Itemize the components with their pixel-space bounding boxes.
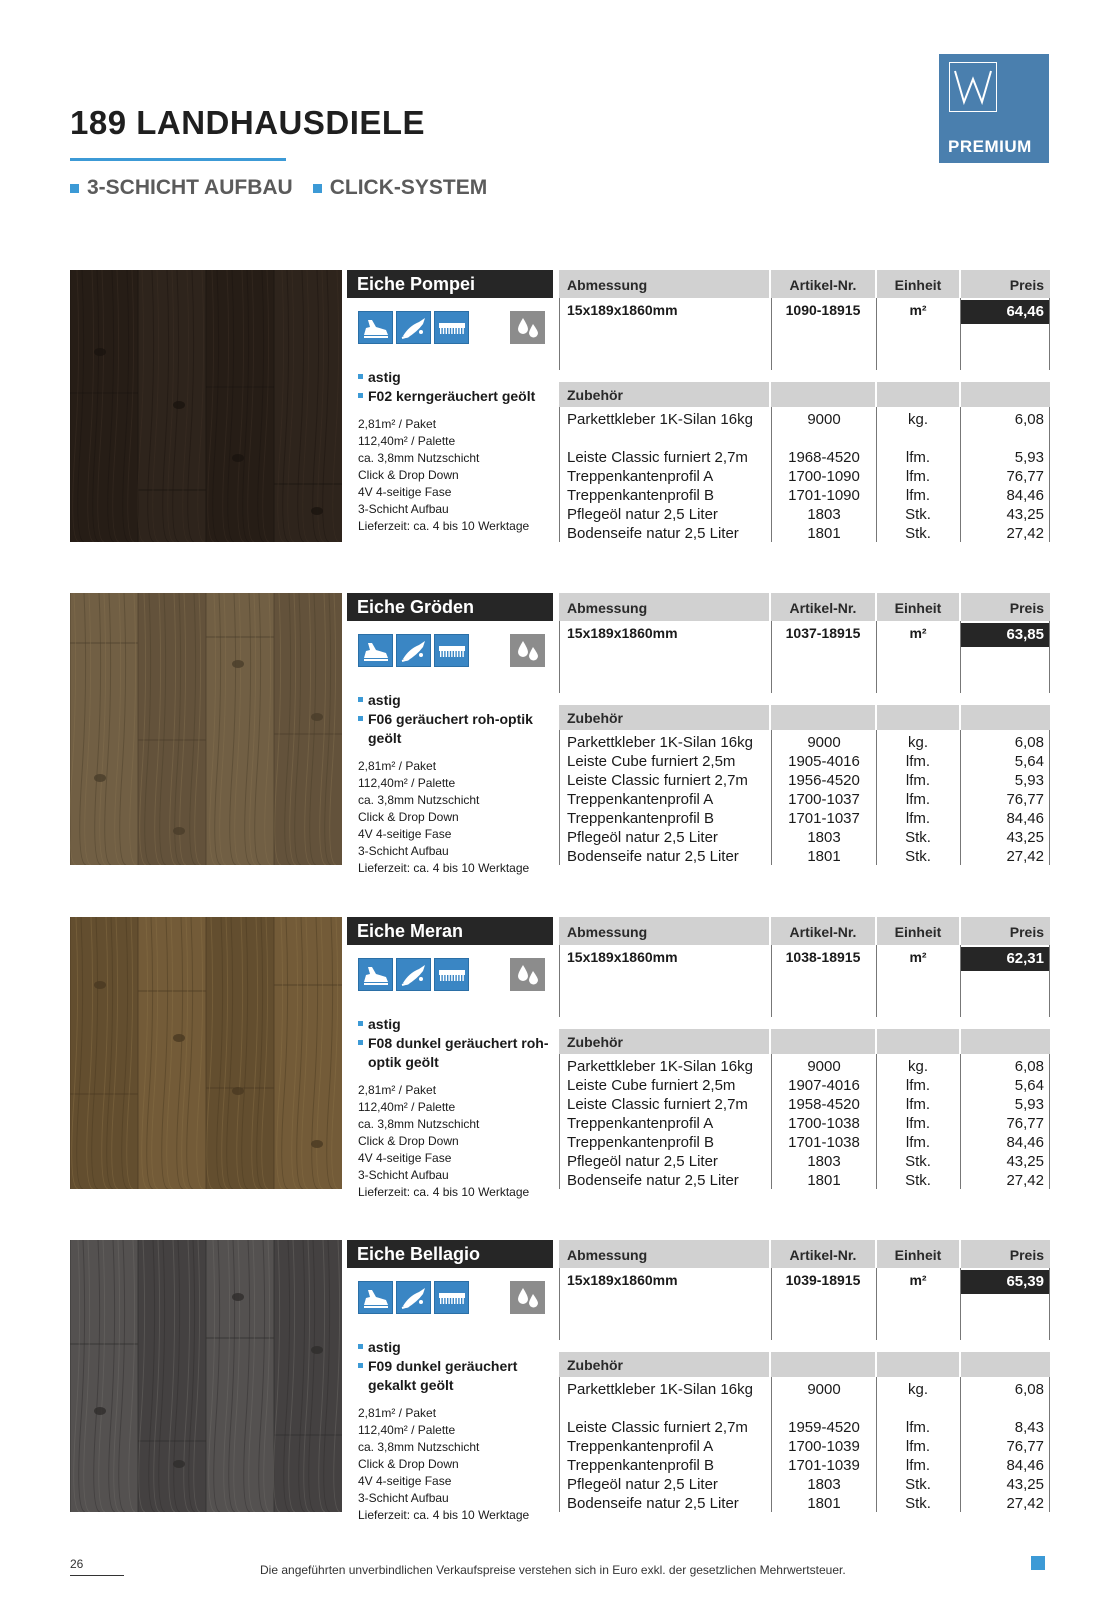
accessory-price: 76,77 [1006,1115,1044,1132]
accessory-name: Bodenseife natur 2,5 Liter [567,1495,739,1512]
accessory-price: 5,64 [1014,1077,1044,1094]
price-footnote: Die angeführten unverbindlichen Verkaufspreise verstehen sich in Euro exkl. der gesetzlichen Mehrwertsteuer. [260,1563,846,1577]
table-divider [771,1268,772,1340]
comb-icon [434,958,469,991]
table-divider [960,1268,961,1340]
accessory-price: 8,43 [1014,1419,1044,1436]
comb-icon [434,1281,469,1314]
wood-sample-image [70,1240,342,1512]
accessories-header-bar [877,705,959,730]
accessory-row [559,810,1050,829]
price-table [559,1240,1050,1512]
accessory-price: 43,25 [1006,506,1044,523]
accessory-unit: Stk. [905,1476,931,1493]
accessory-unit: lfm. [905,1096,931,1113]
product-feature: F09 dunkel geräuchert gekalkt geölt [358,1357,553,1395]
accessory-article: 1907-4016 [788,1077,860,1094]
accessory-row [559,525,1050,544]
wood-sample-image [70,270,342,542]
title-underline [70,158,286,161]
accessory-unit: lfm. [905,791,931,808]
comb-icon [434,311,469,344]
product-spec: Click & Drop Down [358,468,459,482]
plane-icon [358,958,393,991]
page-title: 189 LANDHAUSDIELE [70,104,426,141]
accessory-row [559,1096,1050,1115]
article-number: 1037-18915 [785,625,861,641]
unit-value: m² [909,949,927,965]
accessory-article: 1701-1039 [788,1457,860,1474]
accessories-header: Zubehör [559,705,769,730]
accessory-name: Parkettkleber 1K-Silan 16kg [567,734,753,751]
accessory-unit: lfm. [905,468,931,485]
product-block [70,593,1050,875]
table-divider [1049,945,1050,1017]
dimension-value: 15x189x1860mm [567,949,678,965]
accessory-price: 76,77 [1006,1438,1044,1455]
accessory-price: 6,08 [1014,1058,1044,1075]
product-feature: F06 geräuchert roh-optik geölt [358,710,553,748]
accessory-price: 27,42 [1006,525,1044,542]
price-table [559,917,1050,1189]
accessory-article: 1701-1037 [788,810,860,827]
header-article: Artikel-Nr. [771,270,875,298]
accessory-unit: kg. [907,1058,928,1075]
accessories-header: Zubehör [559,1352,769,1377]
article-number: 1038-18915 [785,949,861,965]
brush-icon [396,634,431,667]
water-drops-icon [510,311,545,344]
product-feature: astig [358,1338,553,1357]
accessories-header-bar [961,705,1050,730]
accessory-row [559,1438,1050,1457]
accessory-price: 76,77 [1006,468,1044,485]
accessory-name: Leiste Cube furniert 2,5m [567,1077,736,1094]
header-price: Preis [961,593,1050,621]
table-divider [771,298,772,370]
accessory-price: 27,42 [1006,848,1044,865]
product-spec: 3-Schicht Aufbau [358,1168,449,1182]
accessory-article: 1701-1038 [788,1134,860,1151]
accessory-unit: kg. [907,734,928,751]
accessory-name: Treppenkantenprofil A [567,1438,714,1455]
accessory-article: 1700-1090 [788,468,860,485]
feature-icons [347,621,553,691]
accessory-name: Leiste Classic furniert 2,7m [567,1096,748,1113]
accessory-row [559,1172,1050,1191]
plane-icon [358,634,393,667]
accessory-name: Treppenkantenprofil A [567,791,714,808]
accessory-article: 1803 [807,506,841,523]
header-dimension: Abmessung [559,1240,769,1268]
accessory-article: 1700-1037 [788,791,860,808]
accessory-row [559,753,1050,772]
table-divider [1049,621,1050,693]
brush-icon [396,1281,431,1314]
accessory-unit: lfm. [905,1457,931,1474]
product-name: Eiche Bellagio [347,1240,553,1268]
table-divider [876,621,877,693]
accessory-unit: lfm. [905,487,931,504]
accessory-price: 43,25 [1006,1153,1044,1170]
accessory-row [559,791,1050,810]
product-feature: astig [358,1015,553,1034]
product-feature: F08 dunkel geräuchert roh-optik geölt [358,1034,553,1072]
accessory-price: 84,46 [1006,1134,1044,1151]
table-divider [960,298,961,370]
accessory-row [559,1400,1050,1419]
price-table [559,270,1050,542]
accessory-row [559,506,1050,525]
product-spec: Lieferzeit: ca. 4 bis 10 Werktage [358,1185,530,1199]
accessories-header-bar [961,1029,1050,1054]
header-unit: Einheit [877,917,959,945]
accessory-row [559,430,1050,449]
accessory-name: Pflegeöl natur 2,5 Liter [567,829,718,846]
price-value: 64,46 [961,300,1050,324]
accessory-article: 1803 [807,1153,841,1170]
accessory-unit: Stk. [905,1153,931,1170]
header-dimension: Abmessung [559,270,769,298]
premium-label: PREMIUM [948,137,1032,156]
accessory-price: 5,93 [1014,772,1044,789]
dimension-value: 15x189x1860mm [567,1272,678,1288]
product-spec: 112,40m² / Palette [358,1100,456,1114]
accessory-unit: lfm. [905,810,931,827]
header-dimension: Abmessung [559,917,769,945]
accessory-name: Treppenkantenprofil B [567,487,715,504]
product-spec: ca. 3,8mm Nutzschicht [358,451,480,465]
accessory-price: 43,25 [1006,829,1044,846]
accessory-row [559,1476,1050,1495]
accessory-name: Parkettkleber 1K-Silan 16kg [567,1381,753,1398]
accessory-unit: Stk. [905,1495,931,1512]
product-spec: Lieferzeit: ca. 4 bis 10 Werktage [358,861,530,875]
accessory-article: 1956-4520 [788,772,860,789]
feature-icons [347,945,553,1015]
product-spec: Click & Drop Down [358,1134,459,1148]
product-spec: Click & Drop Down [358,1457,459,1471]
accessory-article: 9000 [807,411,841,428]
accessory-article: 1905-4016 [788,753,860,770]
wood-sample-image [70,917,342,1189]
product-name: Eiche Pompei [347,270,553,298]
wood-sample-image [70,593,342,865]
accessories-header-bar [877,382,959,407]
water-drops-icon [510,1281,545,1314]
product-feature: astig [358,368,553,387]
accessories-header-bar [877,1352,959,1377]
accessory-unit: Stk. [905,506,931,523]
product-spec: 112,40m² / Palette [358,434,456,448]
water-drops-icon [510,958,545,991]
table-divider [1049,1268,1050,1340]
accessory-article: 9000 [807,1381,841,1398]
header-unit: Einheit [877,593,959,621]
accessories-header-bar [771,1352,875,1377]
accessory-article: 9000 [807,1058,841,1075]
premium-logo [939,54,1049,163]
accessory-article: 9000 [807,734,841,751]
accessories-header: Zubehör [559,382,769,407]
product-spec: ca. 3,8mm Nutzschicht [358,793,480,807]
footer-square-icon [1031,1556,1045,1570]
brush-icon [396,958,431,991]
product-info [347,1240,553,1522]
accessory-unit: Stk. [905,1172,931,1189]
bullet-square-icon [313,184,322,193]
accessory-row [559,1419,1050,1438]
accessory-unit: Stk. [905,829,931,846]
subtitle-part-b: CLICK-SYSTEM [329,176,488,199]
accessory-unit: lfm. [905,1419,931,1436]
accessory-name: Parkettkleber 1K-Silan 16kg [567,1058,753,1075]
product-spec: 2,81m² / Paket [358,1406,437,1420]
subtitle-part-a: 3-SCHICHT AUFBAU [87,176,293,199]
accessory-name: Leiste Classic furniert 2,7m [567,1419,748,1436]
bullet-square-icon [70,184,79,193]
accessory-row [559,468,1050,487]
accessory-article: 1701-1090 [788,487,860,504]
accessory-name: Pflegeöl natur 2,5 Liter [567,1153,718,1170]
product-spec: 2,81m² / Paket [358,417,437,431]
header-price: Preis [961,1240,1050,1268]
w-logo-icon [949,62,997,112]
accessories-header-bar [771,705,875,730]
accessory-article: 1801 [807,848,841,865]
article-number: 1039-18915 [785,1272,861,1288]
accessory-row [559,1134,1050,1153]
accessory-unit: Stk. [905,525,931,542]
accessory-row [559,1495,1050,1514]
accessory-unit: lfm. [905,772,931,789]
accessory-article: 1801 [807,1495,841,1512]
accessory-name: Treppenkantenprofil B [567,1134,715,1151]
accessory-unit: lfm. [905,1115,931,1132]
price-table [559,593,1050,865]
header-article: Artikel-Nr. [771,917,875,945]
table-divider [876,298,877,370]
accessory-row [559,449,1050,468]
accessory-row [559,829,1050,848]
accessories-header: Zubehör [559,1029,769,1054]
product-spec: 3-Schicht Aufbau [358,1491,449,1505]
dimension-value: 15x189x1860mm [567,302,678,318]
table-divider [876,945,877,1017]
accessory-article: 1801 [807,1172,841,1189]
product-spec: ca. 3,8mm Nutzschicht [358,1440,480,1454]
accessory-unit: lfm. [905,1077,931,1094]
article-number: 1090-18915 [785,302,861,318]
accessory-article: 1700-1039 [788,1438,860,1455]
product-feature: astig [358,691,553,710]
accessory-price: 43,25 [1006,1476,1044,1493]
accessory-price: 6,08 [1014,734,1044,751]
unit-value: m² [909,625,927,641]
accessory-unit: kg. [907,411,928,428]
product-spec: Click & Drop Down [358,810,459,824]
product-feature: F02 kerngeräuchert geölt [358,387,553,406]
accessory-price: 76,77 [1006,791,1044,808]
accessory-article: 1801 [807,525,841,542]
product-block [70,917,1050,1199]
table-divider [771,621,772,693]
unit-value: m² [909,302,927,318]
accessories-header-bar [877,1029,959,1054]
accessory-price: 27,42 [1006,1172,1044,1189]
product-spec: Lieferzeit: ca. 4 bis 10 Werktage [358,519,530,533]
product-spec: 2,81m² / Paket [358,759,437,773]
accessory-price: 84,46 [1006,1457,1044,1474]
product-spec: 112,40m² / Palette [358,776,456,790]
comb-icon [434,634,469,667]
header-price: Preis [961,270,1050,298]
table-divider [771,945,772,1017]
accessory-name: Pflegeöl natur 2,5 Liter [567,506,718,523]
header-dimension: Abmessung [559,593,769,621]
price-value: 63,85 [961,623,1050,647]
accessories-header-bar [771,382,875,407]
product-name: Eiche Gröden [347,593,553,621]
accessory-row [559,1077,1050,1096]
accessory-row [559,1115,1050,1134]
accessory-name: Leiste Classic furniert 2,7m [567,772,748,789]
table-divider [960,621,961,693]
accessories-header-bar [771,1029,875,1054]
product-spec: 112,40m² / Palette [358,1423,456,1437]
accessory-row [559,411,1050,430]
product-spec: 4V 4-seitige Fase [358,1151,452,1165]
product-spec: 4V 4-seitige Fase [358,485,452,499]
table-divider [559,621,560,693]
accessory-unit: lfm. [905,449,931,466]
product-spec: 2,81m² / Paket [358,1083,437,1097]
accessory-price: 6,08 [1014,411,1044,428]
accessory-article: 1803 [807,1476,841,1493]
accessory-unit: kg. [907,1381,928,1398]
accessory-price: 6,08 [1014,1381,1044,1398]
accessories-header-bar [961,382,1050,407]
product-block [70,270,1050,542]
accessory-row [559,487,1050,506]
header-article: Artikel-Nr. [771,1240,875,1268]
accessory-price: 5,93 [1014,449,1044,466]
accessory-name: Parkettkleber 1K-Silan 16kg [567,411,753,428]
feature-icons [347,298,553,368]
header-article: Artikel-Nr. [771,593,875,621]
product-info [347,270,553,542]
price-value: 62,31 [961,947,1050,971]
accessory-article: 1968-4520 [788,449,860,466]
plane-icon [358,1281,393,1314]
accessory-article: 1700-1038 [788,1115,860,1132]
accessory-row [559,1457,1050,1476]
accessory-name: Treppenkantenprofil B [567,810,715,827]
product-info [347,917,553,1199]
accessory-price: 5,93 [1014,1096,1044,1113]
accessory-article: 1959-4520 [788,1419,860,1436]
accessory-row [559,1381,1050,1400]
unit-value: m² [909,1272,927,1288]
accessory-name: Treppenkantenprofil B [567,1457,715,1474]
accessory-name: Bodenseife natur 2,5 Liter [567,525,739,542]
header-unit: Einheit [877,270,959,298]
product-spec: 4V 4-seitige Fase [358,1474,452,1488]
table-divider [1049,298,1050,370]
table-divider [876,1268,877,1340]
product-spec: Lieferzeit: ca. 4 bis 10 Werktage [358,1508,530,1522]
product-name: Eiche Meran [347,917,553,945]
accessory-row [559,734,1050,753]
water-drops-icon [510,634,545,667]
accessory-unit: lfm. [905,753,931,770]
table-divider [559,945,560,1017]
product-block [70,1240,1050,1522]
brush-icon [396,311,431,344]
accessory-unit: lfm. [905,1438,931,1455]
dimension-value: 15x189x1860mm [567,625,678,641]
accessory-unit: Stk. [905,848,931,865]
accessory-article: 1958-4520 [788,1096,860,1113]
product-spec: 3-Schicht Aufbau [358,502,449,516]
accessory-article: 1803 [807,829,841,846]
footer-rule [70,1575,124,1576]
table-divider [559,1268,560,1340]
accessory-price: 5,64 [1014,753,1044,770]
plane-icon [358,311,393,344]
accessory-name: Bodenseife natur 2,5 Liter [567,1172,739,1189]
accessory-price: 27,42 [1006,1495,1044,1512]
accessory-row [559,1058,1050,1077]
accessory-name: Leiste Classic furniert 2,7m [567,449,748,466]
product-spec: 4V 4-seitige Fase [358,827,452,841]
accessories-header-bar [961,1352,1050,1377]
accessory-row [559,772,1050,791]
subtitle [70,176,487,200]
price-value: 65,39 [961,1270,1050,1294]
product-spec: ca. 3,8mm Nutzschicht [358,1117,480,1131]
accessory-name: Leiste Cube furniert 2,5m [567,753,736,770]
product-spec: 3-Schicht Aufbau [358,844,449,858]
table-divider [960,945,961,1017]
feature-icons [347,1268,553,1338]
accessory-price: 84,46 [1006,487,1044,504]
accessory-row [559,1153,1050,1172]
accessory-name: Treppenkantenprofil A [567,468,714,485]
page-number: 26 [70,1557,84,1571]
table-divider [559,298,560,370]
accessory-name: Bodenseife natur 2,5 Liter [567,848,739,865]
accessory-name: Treppenkantenprofil A [567,1115,714,1132]
accessory-name: Pflegeöl natur 2,5 Liter [567,1476,718,1493]
product-info [347,593,553,875]
header-unit: Einheit [877,1240,959,1268]
accessory-unit: lfm. [905,1134,931,1151]
accessory-row [559,848,1050,867]
accessory-price: 84,46 [1006,810,1044,827]
header-price: Preis [961,917,1050,945]
